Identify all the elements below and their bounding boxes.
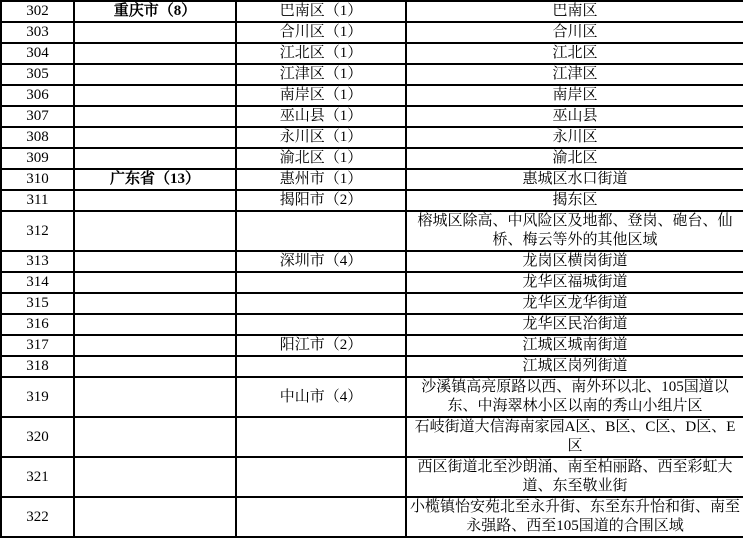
city-cell bbox=[236, 211, 406, 251]
province-cell bbox=[74, 127, 236, 148]
province-cell bbox=[74, 314, 236, 335]
row-number-cell: 316 bbox=[1, 314, 74, 335]
area-cell: 榕城区除高、中风险区及地都、登岗、砲台、仙桥、梅云等外的其他区域 bbox=[406, 211, 743, 251]
area-cell: 江城区岗列街道 bbox=[406, 356, 743, 377]
table-row bbox=[1, 335, 743, 356]
row-number-cell: 321 bbox=[1, 457, 74, 497]
province-cell bbox=[74, 190, 236, 211]
area-cell: 沙溪镇高亮原路以西、南外环以北、105国道以东、中海翠林小区以南的秀山小组片区 bbox=[406, 377, 743, 417]
city-cell: 南岸区（1） bbox=[236, 85, 406, 106]
area-cell: 石岐街道大信海南家园A区、B区、C区、D区、E区 bbox=[406, 417, 743, 457]
province-cell bbox=[74, 64, 236, 85]
area-cell: 龙华区龙华街道 bbox=[406, 293, 743, 314]
area-cell: 永川区 bbox=[406, 127, 743, 148]
row-number-cell: 322 bbox=[1, 497, 74, 537]
row-number-cell: 315 bbox=[1, 293, 74, 314]
area-cell: 揭东区 bbox=[406, 190, 743, 211]
area-cell: 龙华区民治街道 bbox=[406, 314, 743, 335]
row-number-cell: 311 bbox=[1, 190, 74, 211]
table-row bbox=[1, 127, 743, 148]
city-cell bbox=[236, 417, 406, 457]
area-cell: 巫山县 bbox=[406, 106, 743, 127]
city-cell bbox=[236, 272, 406, 293]
province-cell bbox=[74, 106, 236, 127]
table-row bbox=[1, 85, 743, 106]
row-number-cell: 317 bbox=[1, 335, 74, 356]
area-cell: 龙华区福城街道 bbox=[406, 272, 743, 293]
province-cell: 重庆市（8） bbox=[74, 1, 236, 22]
province-cell bbox=[74, 22, 236, 43]
province-cell bbox=[74, 335, 236, 356]
city-cell bbox=[236, 356, 406, 377]
province-cell bbox=[74, 211, 236, 251]
province-cell bbox=[74, 457, 236, 497]
row-number-cell: 308 bbox=[1, 127, 74, 148]
area-cell: 南岸区 bbox=[406, 85, 743, 106]
province-cell: 广东省（13） bbox=[74, 169, 236, 190]
area-cell: 江城区城南街道 bbox=[406, 335, 743, 356]
row-number-cell: 302 bbox=[1, 1, 74, 22]
region-table-body bbox=[1, 1, 743, 537]
province-cell bbox=[74, 377, 236, 417]
table-row bbox=[1, 169, 743, 190]
table-row bbox=[1, 417, 743, 457]
table-row bbox=[1, 293, 743, 314]
city-cell: 合川区（1） bbox=[236, 22, 406, 43]
province-cell bbox=[74, 43, 236, 64]
table-row bbox=[1, 43, 743, 64]
area-cell: 渝北区 bbox=[406, 148, 743, 169]
city-cell bbox=[236, 293, 406, 314]
row-number-cell: 310 bbox=[1, 169, 74, 190]
area-cell: 江津区 bbox=[406, 64, 743, 85]
area-cell: 合川区 bbox=[406, 22, 743, 43]
table-row bbox=[1, 272, 743, 293]
area-cell: 惠城区水口街道 bbox=[406, 169, 743, 190]
city-cell bbox=[236, 497, 406, 537]
city-cell: 江津区（1） bbox=[236, 64, 406, 85]
area-cell: 西区街道北至沙朗涌、南至柏丽路、西至彩虹大道、东至敬业街 bbox=[406, 457, 743, 497]
row-number-cell: 318 bbox=[1, 356, 74, 377]
city-cell bbox=[236, 314, 406, 335]
province-cell bbox=[74, 272, 236, 293]
province-cell bbox=[74, 293, 236, 314]
row-number-cell: 312 bbox=[1, 211, 74, 251]
city-cell: 永川区（1） bbox=[236, 127, 406, 148]
table-row bbox=[1, 22, 743, 43]
province-cell bbox=[74, 417, 236, 457]
row-number-cell: 319 bbox=[1, 377, 74, 417]
table-row bbox=[1, 377, 743, 417]
city-cell bbox=[236, 457, 406, 497]
row-number-cell: 303 bbox=[1, 22, 74, 43]
province-cell bbox=[74, 148, 236, 169]
table-row bbox=[1, 148, 743, 169]
row-number-cell: 304 bbox=[1, 43, 74, 64]
province-cell bbox=[74, 85, 236, 106]
row-number-cell: 306 bbox=[1, 85, 74, 106]
province-cell bbox=[74, 356, 236, 377]
city-cell: 巴南区（1） bbox=[236, 1, 406, 22]
row-number-cell: 309 bbox=[1, 148, 74, 169]
row-number-cell: 320 bbox=[1, 417, 74, 457]
city-cell: 江北区（1） bbox=[236, 43, 406, 64]
area-cell: 江北区 bbox=[406, 43, 743, 64]
province-cell bbox=[74, 497, 236, 537]
city-cell: 渝北区（1） bbox=[236, 148, 406, 169]
area-cell: 小榄镇怡安苑北至永升街、东至东升怡和街、南至永强路、西至105国道的合围区域 bbox=[406, 497, 743, 537]
city-cell: 中山市（4） bbox=[236, 377, 406, 417]
table-row bbox=[1, 64, 743, 85]
table-row bbox=[1, 314, 743, 335]
city-cell: 巫山县（1） bbox=[236, 106, 406, 127]
table-row bbox=[1, 497, 743, 537]
city-cell: 揭阳市（2） bbox=[236, 190, 406, 211]
city-cell: 阳江市（2） bbox=[236, 335, 406, 356]
table-row bbox=[1, 1, 743, 22]
province-cell bbox=[74, 251, 236, 272]
table-row bbox=[1, 211, 743, 251]
row-number-cell: 314 bbox=[1, 272, 74, 293]
area-cell: 巴南区 bbox=[406, 1, 743, 22]
table-row bbox=[1, 251, 743, 272]
city-cell: 深圳市（4） bbox=[236, 251, 406, 272]
table-row bbox=[1, 106, 743, 127]
row-number-cell: 305 bbox=[1, 64, 74, 85]
table-row bbox=[1, 190, 743, 211]
area-cell: 龙岗区横岗街道 bbox=[406, 251, 743, 272]
row-number-cell: 313 bbox=[1, 251, 74, 272]
table-row bbox=[1, 356, 743, 377]
city-cell: 惠州市（1） bbox=[236, 169, 406, 190]
table-row bbox=[1, 457, 743, 497]
row-number-cell: 307 bbox=[1, 106, 74, 127]
